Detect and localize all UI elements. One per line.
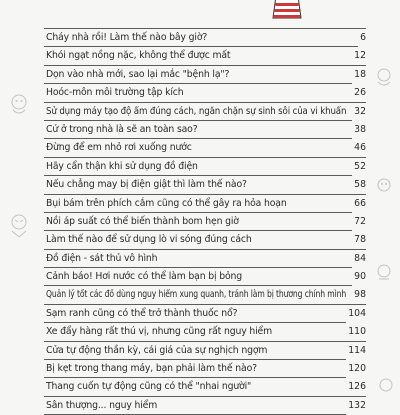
toc-entry-title: Đồ điện - sát thủ vô hình (46, 252, 158, 264)
toc-entry-page: 104 (346, 305, 366, 323)
toc-entry-title: Nếu chẳng may bị điện giật thì làm thế nào? (46, 179, 247, 191)
doodle-figure-icon (376, 376, 396, 396)
toc-entry-title: Sạm ranh cũng có thể trở thành thuốc nổ? (46, 307, 238, 319)
toc-entry-title: Bụi bám trên phích cắm cũng có thể gây ra hỏa hoạn (46, 197, 287, 209)
toc-entry[interactable] (44, 378, 366, 396)
toc-entry[interactable] (44, 139, 366, 157)
toc-entry-page: 12 (352, 47, 366, 65)
toc-entry[interactable] (44, 66, 366, 84)
toc-entry-page: 72 (352, 213, 366, 231)
toc-entry-title: Quản lý tốt các đồ dùng nguy hiểm xung quanh, tránh làm bị thương chính mình (46, 289, 347, 301)
toc-entry-title: Cháy nhà rồi! Làm thế nào bây giờ? (46, 32, 208, 43)
toc-entry[interactable] (44, 103, 366, 121)
toc-entry-title: Nồi áp suất có thể biến thành bom hẹn giờ (46, 215, 239, 227)
toc-entry[interactable] (44, 397, 366, 415)
striped-mascot-icon (270, 0, 304, 18)
toc-entry-page: 78 (352, 231, 366, 249)
toc-entry-page: 90 (352, 268, 366, 286)
toc-entry[interactable] (44, 84, 366, 102)
toc-entry[interactable] (44, 323, 366, 341)
toc-entry-title: Sân thượng... nguy hiểm (46, 399, 158, 411)
toc-entry-page: 66 (352, 195, 366, 213)
doodle-figure-icon (372, 176, 396, 200)
toc-entry[interactable] (44, 47, 366, 65)
toc-entry-page: 52 (352, 158, 366, 176)
toc-entry-page: 18 (352, 66, 366, 84)
toc-entry-title: Đừng để em nhỏ rơi xuống nước (46, 142, 192, 154)
toc-entry[interactable] (44, 305, 366, 323)
toc-entry-title: Khói ngạt nồng nặc, không thể được mất (46, 50, 231, 62)
doodle-figure-icon (6, 212, 32, 238)
toc-entry-page: 120 (346, 360, 366, 378)
toc-entry-title: Làm thế nào để sử dụng lò vi sóng đúng cách (46, 234, 252, 246)
toc-entry[interactable] (44, 360, 366, 378)
toc-entry-title: Xe đẩy hàng rất thú vị, nhưng cũng rất nguy hiểm (46, 326, 273, 338)
toc-entry-title: Hoóc-môn môi trường tập kích (46, 87, 184, 99)
toc-entry[interactable] (44, 231, 366, 249)
toc-entry-title: Sử dụng máy tạo độ ẩm đúng cách, ngăn chặn sự sinh sôi của vi khuẩn (46, 105, 347, 117)
toc-entry-page: 46 (352, 139, 366, 157)
toc-entry-page: 114 (346, 342, 366, 360)
doodle-figure-icon (372, 66, 396, 90)
toc-entry[interactable] (44, 250, 366, 268)
toc-entry-page: 98 (352, 286, 366, 304)
toc-entry[interactable] (44, 158, 366, 176)
toc-entry-page: 110 (346, 323, 366, 341)
toc-entry-page: 84 (352, 250, 366, 268)
toc-entry[interactable] (44, 121, 366, 139)
toc-entry-title: Cửa tự động thần kỳ, cái giá của sự nghịch ngợm (46, 344, 268, 356)
toc-entry-page: 58 (352, 176, 366, 194)
toc-entry[interactable] (44, 176, 366, 194)
toc-entry[interactable] (44, 195, 366, 213)
toc-entry-page: 32 (352, 103, 366, 121)
toc-entry-title: Dọn vào nhà mới, sao lại mắc "bệnh lạ"? (46, 68, 230, 80)
toc-entry-title: Cứ ở trong nhà là sẽ an toàn sao? (46, 123, 198, 135)
toc-entry-title: Thang cuốn tự động cũng có thể "nhai người" (46, 381, 252, 393)
table-of-contents (44, 28, 366, 415)
doodle-figure-icon (6, 92, 32, 118)
toc-entry[interactable] (44, 286, 366, 304)
doodle-figure-icon (372, 262, 396, 286)
toc-entry-title: Bị kẹt trong thang máy, bạn phải làm thế nào? (46, 363, 257, 375)
toc-entry-page: 6 (358, 29, 366, 47)
toc-entry-title: Hãy cẩn thận khi sử dụng đồ điện (46, 160, 198, 172)
toc-entry-page: 132 (346, 397, 366, 415)
toc-entry[interactable] (44, 29, 366, 47)
toc-entry[interactable] (44, 213, 366, 231)
toc-entry-page: 26 (352, 84, 366, 102)
toc-entry-page: 38 (352, 121, 366, 139)
toc-entry-title: Cảnh báo! Hơi nước có thể làm bạn bị bỏng (46, 271, 243, 283)
toc-entry-page: 126 (346, 378, 366, 396)
toc-entry[interactable] (44, 268, 366, 286)
toc-entry[interactable] (44, 342, 366, 360)
